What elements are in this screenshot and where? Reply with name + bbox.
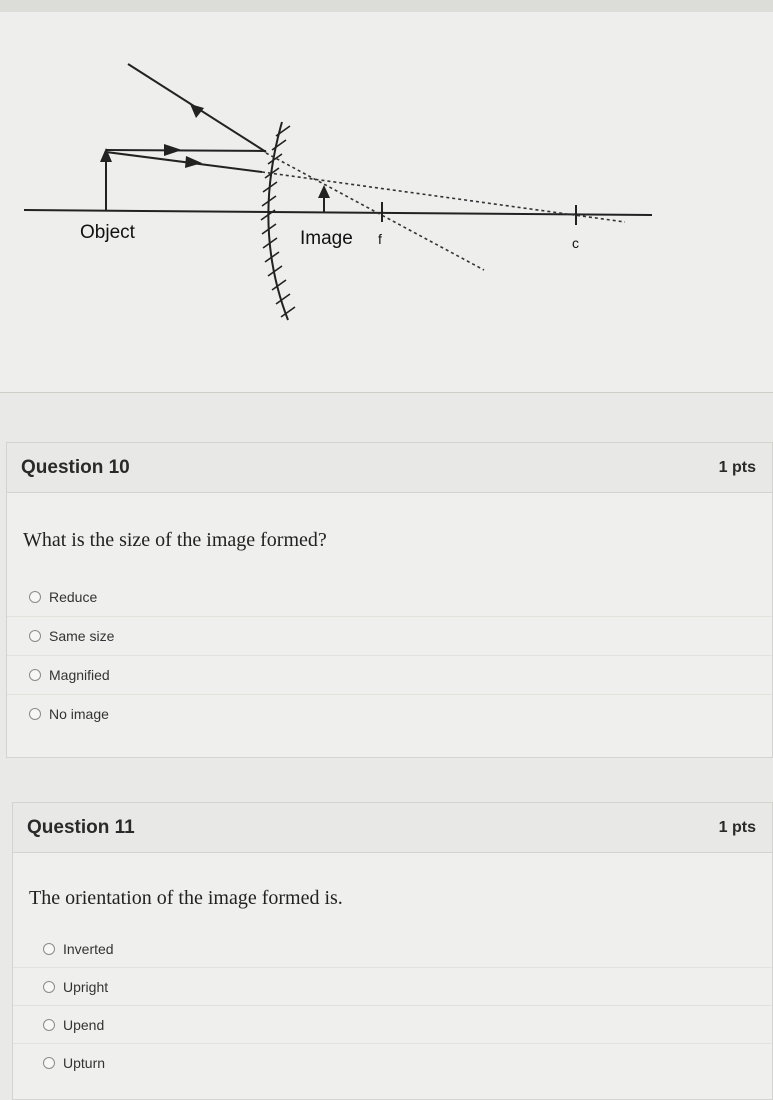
principal-axis bbox=[24, 210, 652, 215]
radio-button[interactable] bbox=[29, 591, 41, 603]
answer-option-no-image[interactable] bbox=[7, 694, 772, 733]
answer-label: Upright bbox=[63, 978, 109, 995]
answer-label: Upend bbox=[63, 1016, 105, 1033]
answer-label: Same size bbox=[49, 628, 115, 644]
radio-button[interactable] bbox=[29, 708, 41, 720]
answer-option-inverted[interactable] bbox=[13, 930, 772, 967]
answer-option-magnified[interactable] bbox=[7, 655, 772, 694]
question-title: Question 10 bbox=[21, 456, 130, 478]
answer-list bbox=[13, 930, 772, 1081]
incident-ray-parallel bbox=[106, 150, 266, 151]
image-label: Image bbox=[300, 228, 353, 249]
focus-label: f bbox=[378, 231, 382, 247]
answer-label: Inverted bbox=[63, 940, 114, 957]
image-arrowhead bbox=[318, 185, 330, 198]
center-label: c bbox=[572, 235, 579, 251]
question-title: Question 11 bbox=[27, 816, 135, 838]
answer-option-same-size[interactable] bbox=[7, 616, 772, 655]
ray-arrowhead bbox=[185, 156, 202, 168]
question-text: What is the size of the image formed? bbox=[23, 529, 327, 551]
answer-label: Magnified bbox=[49, 667, 110, 683]
radio-button[interactable] bbox=[43, 1019, 55, 1031]
answer-option-upend[interactable] bbox=[13, 1005, 772, 1043]
radio-button[interactable] bbox=[29, 630, 41, 642]
radio-button[interactable] bbox=[43, 981, 55, 993]
radio-button[interactable] bbox=[43, 1057, 55, 1069]
question-points: 1 pts bbox=[718, 818, 756, 836]
radio-button[interactable] bbox=[43, 943, 55, 955]
question-header bbox=[7, 443, 772, 493]
answer-option-reduce[interactable] bbox=[7, 578, 772, 616]
ray-diagram-svg bbox=[0, 12, 773, 392]
answer-list bbox=[7, 578, 772, 733]
incident-ray-center bbox=[106, 152, 262, 172]
answer-label: No image bbox=[49, 706, 109, 722]
question-points: 1 pts bbox=[718, 458, 756, 476]
object-label: Object bbox=[80, 222, 135, 243]
radio-button[interactable] bbox=[29, 669, 41, 681]
convex-mirror bbox=[268, 122, 288, 320]
question-header bbox=[13, 803, 772, 853]
answer-option-upright[interactable] bbox=[13, 967, 772, 1005]
question-card-10 bbox=[6, 442, 773, 758]
answer-label: Reduce bbox=[49, 589, 98, 605]
answer-label: Upturn bbox=[63, 1054, 106, 1071]
question-card-11 bbox=[12, 802, 773, 1100]
convex-mirror-diagram bbox=[0, 12, 773, 393]
ray-arrowhead bbox=[164, 144, 182, 156]
answer-option-upturn[interactable] bbox=[13, 1043, 772, 1081]
question-text: The orientation of the image formed is. bbox=[29, 887, 343, 909]
